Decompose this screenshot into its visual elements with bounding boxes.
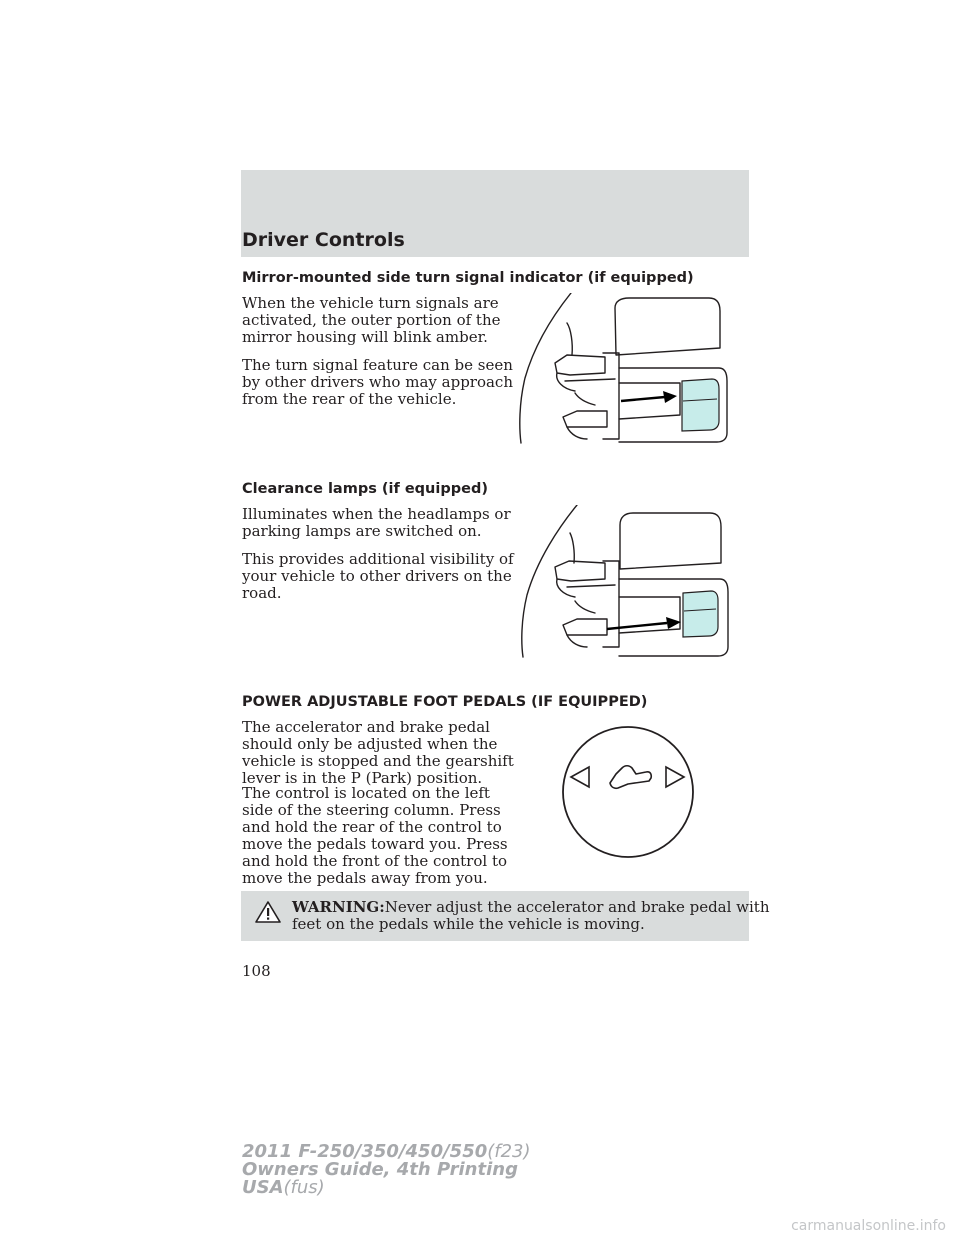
text-line: The turn signal feature can be seen	[242, 356, 513, 374]
text-line: side of the steering column. Press	[242, 801, 501, 819]
warning-text	[292, 898, 770, 933]
turn-signal-lens	[682, 379, 719, 431]
text-line: your vehicle to other drivers on the	[242, 567, 512, 585]
text-line: This provides additional visibility of	[242, 550, 514, 568]
clearance-lamps-paragraph-1	[242, 505, 511, 540]
footer-region-code: (fus)	[283, 1177, 325, 1198]
warning-line-1: Never adjust the accelerator and brake pedal with	[384, 898, 770, 916]
text-line: Illuminates when the headlamps or	[242, 505, 511, 523]
turn-signal-paragraph-2	[242, 356, 513, 408]
text-line: The control is located on the left	[242, 784, 490, 802]
document-footer	[242, 1143, 531, 1197]
text-line: The accelerator and brake pedal	[242, 718, 490, 736]
footer-model-code: (f23)	[487, 1141, 531, 1162]
adjustable-pedals-heading: POWER ADJUSTABLE FOOT PEDALS (IF EQUIPPED)	[242, 694, 648, 710]
turn-signal-heading: Mirror-mounted side turn signal indicator (if equipped)	[242, 270, 694, 286]
footer-line-3	[242, 1179, 531, 1197]
text-line: lever is in the P (Park) position.	[242, 769, 483, 787]
text-line: move the pedals toward you. Press	[242, 835, 508, 853]
text-line: activated, the outer portion of the	[242, 311, 501, 329]
arrow-icon	[666, 617, 681, 629]
text-line: move the pedals away from you.	[242, 869, 488, 887]
footer-guide: Owners Guide, 4th Printing	[242, 1159, 518, 1180]
text-line: mirror housing will blink amber.	[242, 328, 488, 346]
section-title: Driver Controls	[242, 229, 405, 251]
footer-model: 2011 F-250/350/450/550	[242, 1141, 488, 1162]
adjustable-pedals-paragraph-2	[242, 784, 508, 887]
pedal-control-knob	[563, 727, 693, 857]
clearance-lamp-lens	[683, 591, 718, 637]
text-line: and hold the front of the control to	[242, 852, 508, 870]
warning-label: WARNING:	[292, 898, 385, 916]
text-line: by other drivers who may approach	[242, 373, 513, 391]
text-line: When the vehicle turn signals are	[242, 294, 499, 312]
clearance-lamp-mirror-illustration	[515, 505, 740, 660]
site-watermark: carmanualsonline.info	[791, 1218, 946, 1234]
clearance-lamps-paragraph-2	[242, 550, 514, 602]
turn-signal-paragraph-1	[242, 295, 502, 346]
pedal-adjust-control-illustration	[558, 722, 698, 862]
text-line	[292, 898, 770, 916]
text-line: should only be adjusted when the	[242, 735, 498, 753]
page-number: 108	[242, 962, 271, 980]
arrow-icon	[663, 391, 677, 403]
footer-region: USA	[242, 1177, 284, 1198]
text-line: road.	[242, 584, 282, 602]
text-line: from the rear of the vehicle.	[242, 390, 457, 408]
turn-signal-mirror-illustration	[515, 293, 740, 445]
warning-triangle-icon	[255, 900, 281, 924]
warning-line-2: feet on the pedals while the vehicle is moving.	[292, 915, 645, 933]
text-line: parking lamps are switched on.	[242, 522, 482, 540]
text-line: vehicle is stopped and the gearshift	[242, 752, 514, 770]
text-line: and hold the rear of the control to	[242, 818, 502, 836]
clearance-lamps-heading: Clearance lamps (if equipped)	[242, 481, 488, 497]
adjustable-pedals-paragraph-1	[242, 718, 514, 787]
